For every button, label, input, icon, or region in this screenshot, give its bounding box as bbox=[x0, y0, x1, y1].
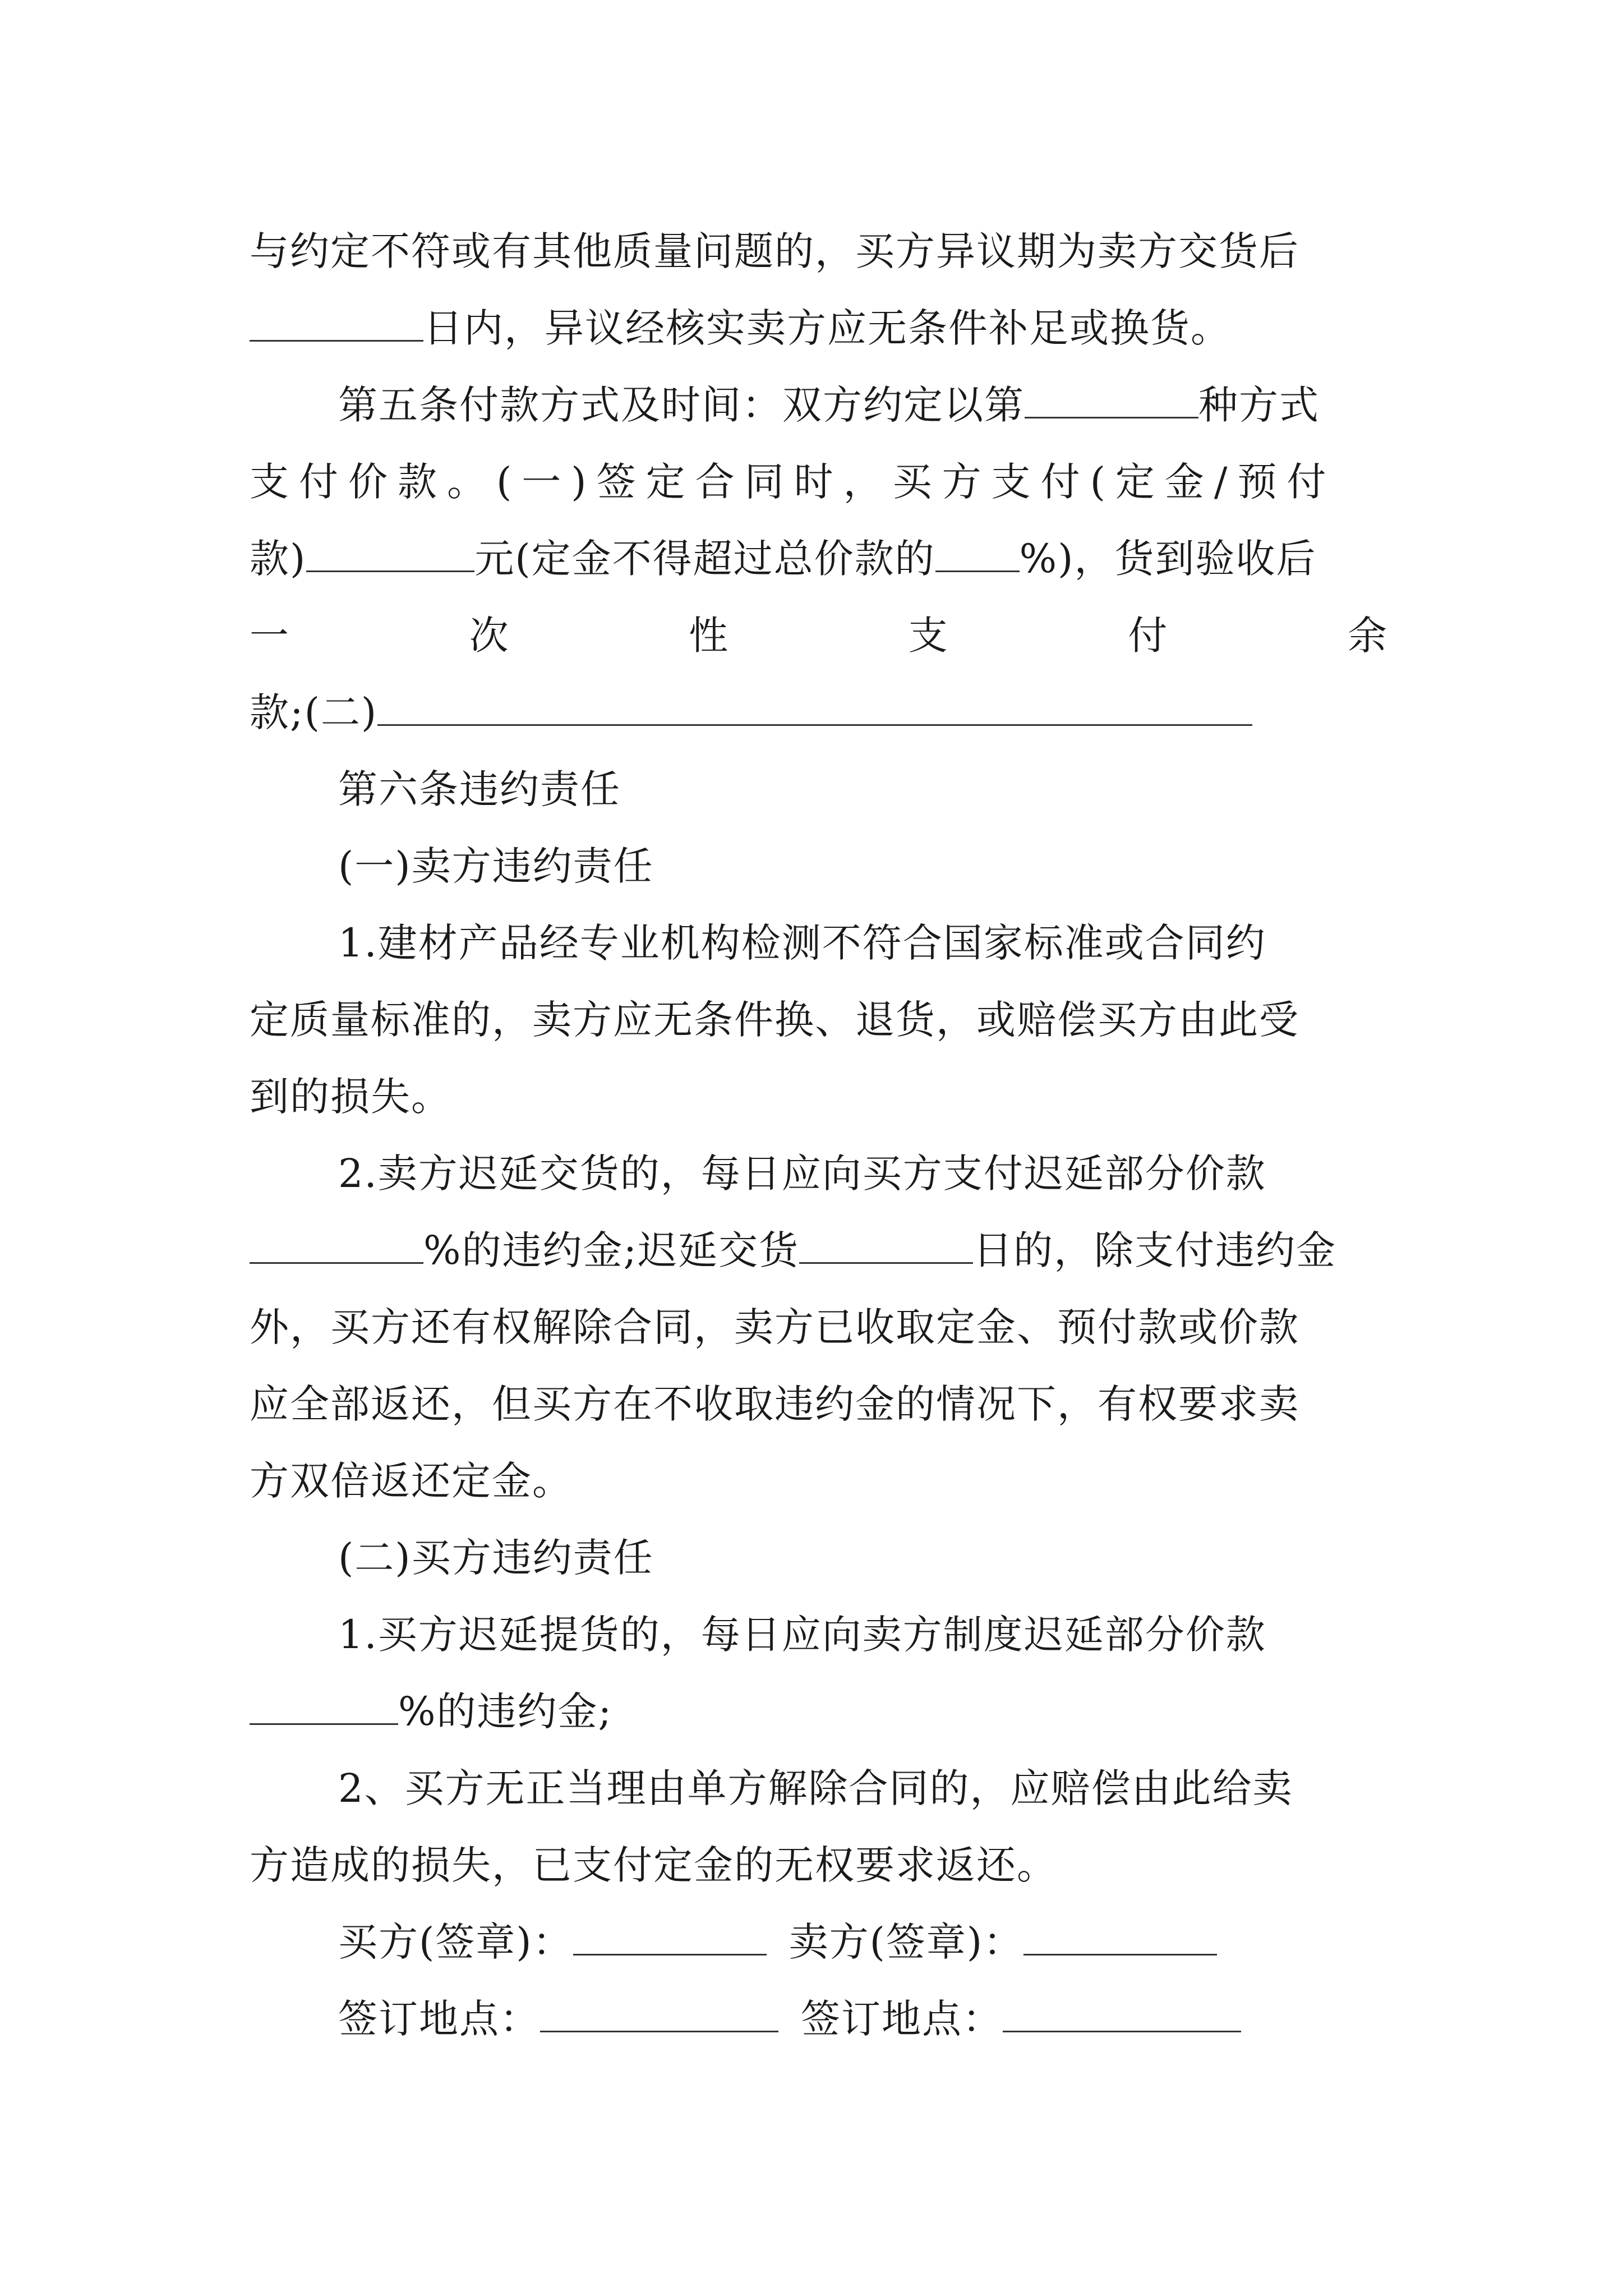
fill-blank[interactable] bbox=[935, 537, 1020, 572]
section-heading: (二)买方违约责任 bbox=[338, 1535, 654, 1581]
paragraph-line: 方双倍返还定金。 bbox=[250, 1458, 573, 1504]
signing-place-row bbox=[250, 1981, 1388, 2058]
paragraph-line: 定质量标准的，卖方应无条件换、退货，或赔偿买方由此受 bbox=[250, 997, 1299, 1043]
paragraph-line: 方造成的损失，已支付定金的无权要求返还。 bbox=[250, 1842, 1057, 1888]
seller-signature-field[interactable] bbox=[1023, 1920, 1217, 1955]
paragraph-line: 1.买方迟延提货的，每日应向卖方制度迟延部分价款 bbox=[338, 1612, 1266, 1658]
justified-line: 一 次 性 支 付 余 bbox=[250, 613, 1388, 659]
fill-blank[interactable] bbox=[250, 306, 423, 342]
paragraph-line: %的违约金; bbox=[250, 1673, 1388, 1750]
buyer-place-label: 签订地点： bbox=[338, 1996, 540, 2042]
fill-blank[interactable] bbox=[306, 537, 474, 572]
text-line: 支付价款。(一)签定合同时，买方支付(定金/预付 bbox=[250, 459, 1336, 505]
paragraph-line: 到的损失。 bbox=[250, 1074, 451, 1120]
fill-blank[interactable] bbox=[250, 1690, 398, 1725]
fill-blank[interactable] bbox=[1025, 383, 1198, 418]
contract-body bbox=[250, 213, 1388, 2058]
seller-place-field[interactable] bbox=[1003, 1997, 1241, 2032]
buyer-signature-field[interactable] bbox=[573, 1920, 767, 1955]
fill-blank[interactable] bbox=[377, 691, 1252, 726]
buyer-signature-label: 买方(签章)： bbox=[338, 1919, 573, 1965]
paragraph-line: %的违约金;迟延交货 日的，除支付违约金 bbox=[250, 1212, 1388, 1289]
paragraph-line bbox=[250, 444, 1388, 521]
paragraph-line bbox=[250, 290, 1388, 367]
signature-row bbox=[250, 1904, 1388, 1981]
text-line: 与约定不符或有其他质量问题的，买方异议期为卖方交货后 bbox=[250, 228, 1299, 274]
paragraph-line bbox=[250, 213, 1388, 290]
article-5-heading: 第五条付款方式及时间：双方约定以第 种方式 bbox=[338, 382, 1320, 428]
paragraph-line: 应全部返还，但买方在不收取违约金的情况下，有权要求卖 bbox=[250, 1381, 1299, 1427]
seller-signature-label: 卖方(签章)： bbox=[789, 1919, 1024, 1965]
fill-blank[interactable] bbox=[799, 1228, 973, 1264]
seller-place-label: 签订地点： bbox=[801, 1996, 1003, 2042]
paragraph-line: 款) 元(定金不得超过总价款的 %)，货到验收后 bbox=[250, 536, 1317, 582]
section-heading: (一)卖方违约责任 bbox=[338, 843, 654, 889]
paragraph-line: 款;(二) bbox=[250, 674, 1388, 751]
paragraph-line: 2、买方无正当理由单方解除合同的，应赔偿由此给卖 bbox=[338, 1765, 1293, 1811]
buyer-place-field[interactable] bbox=[540, 1997, 778, 2032]
paragraph-line: 外，买方还有权解除合同，卖方已收取定金、预付款或价款 bbox=[250, 1304, 1299, 1350]
paragraph-line: 2.卖方迟延交货的，每日应向买方支付迟延部分价款 bbox=[338, 1151, 1266, 1197]
paragraph-line: 1.建材产品经专业机构检测不符合国家标准或合同约 bbox=[338, 920, 1266, 966]
fill-blank[interactable] bbox=[250, 1228, 423, 1264]
article-6-heading: 第六条违约责任 bbox=[338, 766, 621, 812]
text-line: 日内，异议经核实卖方应无条件补足或换货。 bbox=[423, 305, 1231, 351]
